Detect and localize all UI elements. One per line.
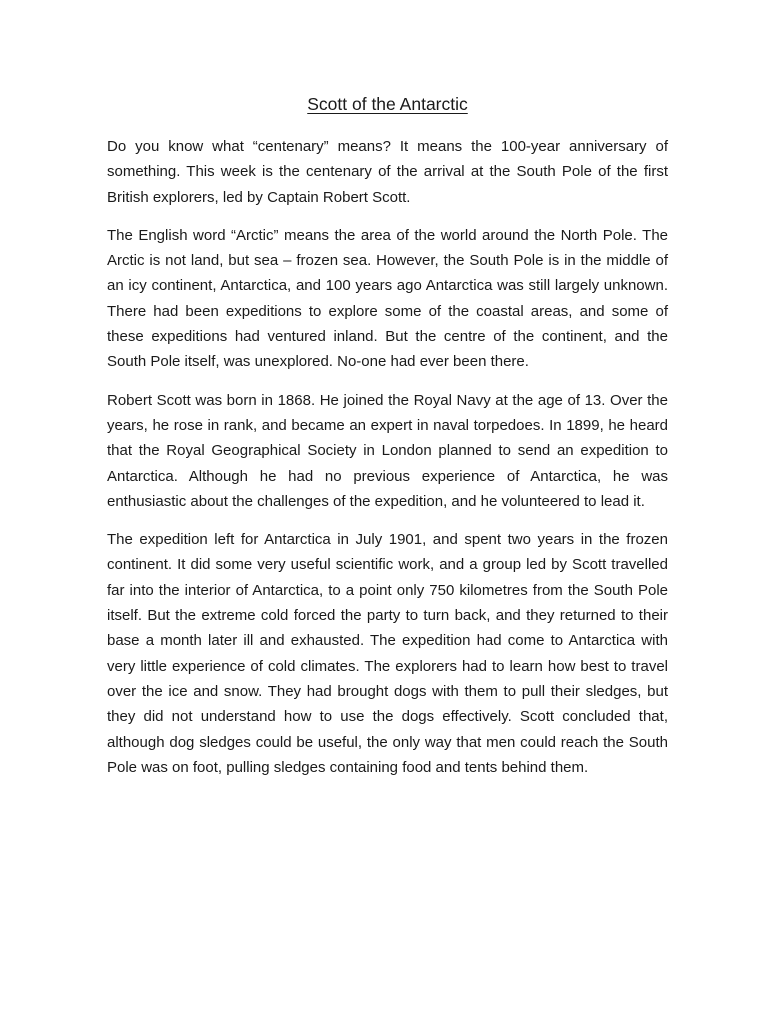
document-title: Scott of the Antarctic bbox=[307, 94, 468, 114]
paragraph-robert-scott: Robert Scott was born in 1868. He joined the Royal Navy at the age of 13. Over the years, he rose in rank, and became an expert in naval torpedoes. In 1899, he heard that the Royal Geographical Society in London planned to send an expedition to Antarctica. Although he had no previous experience of Antarctica, he was enthusiastic about the challenges of the expedition, and he volunteered to lead it. bbox=[107, 391, 668, 510]
paragraph-centenary: Do you know what “centenary” means? It means the 100-year anniversary of something. This week is the centenary of the arrival at the South Pole of the first British explorers, led by Captain Robert Scott. bbox=[107, 138, 668, 206]
paragraph-expedition: The expedition left for Antarctica in July 1901, and spent two years in the frozen continent. It did some very useful scientific work, and a group led by Scott travelled far into the interior of Antarctica, to a point only 750 kilometres from the South Pole itself. But the extreme cold forced the party to turn back, and they returned to their base a month later ill and exhausted. The expedition had come to Antarctica with very little experience of cold climates. The explorers had to learn how best to travel over the ice and snow. They had brought dogs with them to pull their sledges, but they did not understand how to use the dogs effectively. Scott concluded that, although dog sledges could be useful, the only way that men could reach the South Pole was on foot, pulling sledges containing food and tents behind them. bbox=[107, 531, 668, 776]
paragraph-arctic: The English word “Arctic” means the area of the world around the North Pole. The Arctic is not land, but sea – frozen sea. However, the South Pole is in the middle of an icy continent, Antarctica, and 100 years ago Antarctica was still largely unknown. There had been expeditions to explore some of the coastal areas, and some of these expeditions had ventured inland. But the centre of the continent, and the South Pole itself, was unexplored. No-one had ever been there. bbox=[107, 226, 668, 371]
